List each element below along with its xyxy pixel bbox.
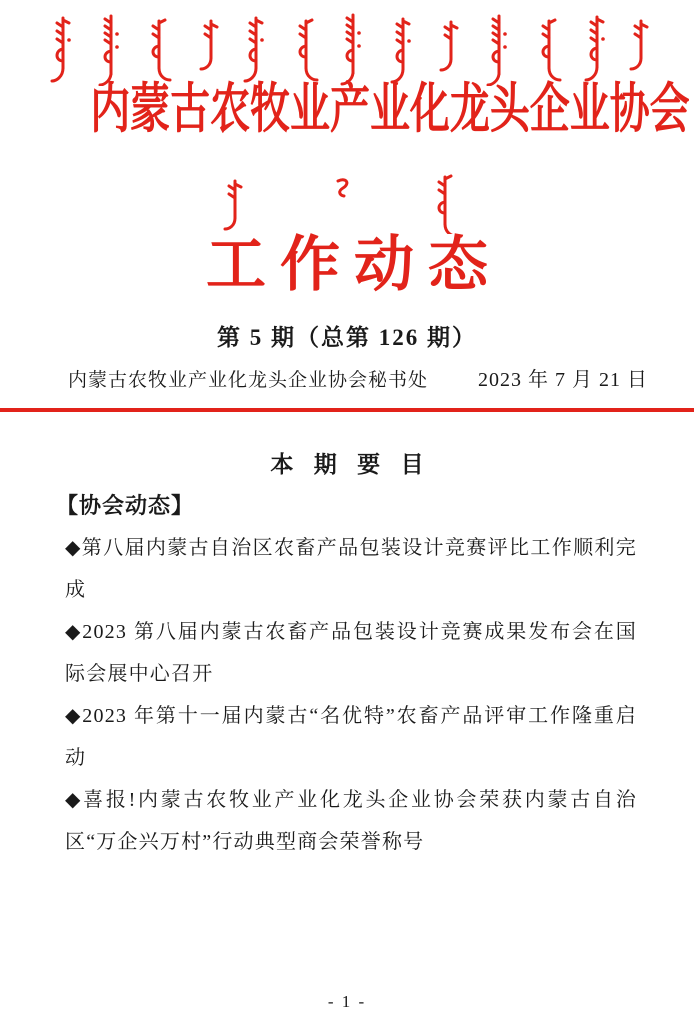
publish-date: 2023 年 7 月 21 日 [478, 369, 648, 391]
meta-row [0, 363, 694, 392]
red-divider [0, 408, 694, 412]
section-heading: 【协会动态】 [56, 493, 195, 518]
toc-item: ◆第八届内蒙古自治区农畜产品包装设计竞赛评比工作顺利完成 [65, 537, 637, 601]
bulletin-title: 工作动态 [206, 232, 502, 298]
toc-list [65, 527, 637, 863]
association-title: 内蒙古农牧业产业化龙头企业协会 [90, 79, 690, 139]
toc-item: ◆2023 年第十一届内蒙古“名优特”农畜产品评审工作隆重启动 [65, 705, 637, 769]
publisher: 内蒙古农牧业产业化龙头企业协会秘书处 [68, 370, 429, 391]
page-number: - 1 - [327, 992, 367, 1011]
toc-item: ◆2023 第八届内蒙古农畜产品包装设计竞赛成果发布会在国际会展中心召开 [65, 621, 637, 685]
mongolian-script-subtitle-icon [0, 174, 694, 234]
mongolian-script-banner-icon [0, 10, 694, 86]
toc-title: 本 期 要 目 [270, 451, 431, 477]
issue-number: 第 5 期（总第 126 期） [217, 325, 477, 350]
toc-item: ◆喜报!内蒙古农牧业产业化龙头企业协会荣获内蒙古自治区“万企兴万村”行动典型商会荣誉称号 [65, 789, 637, 853]
